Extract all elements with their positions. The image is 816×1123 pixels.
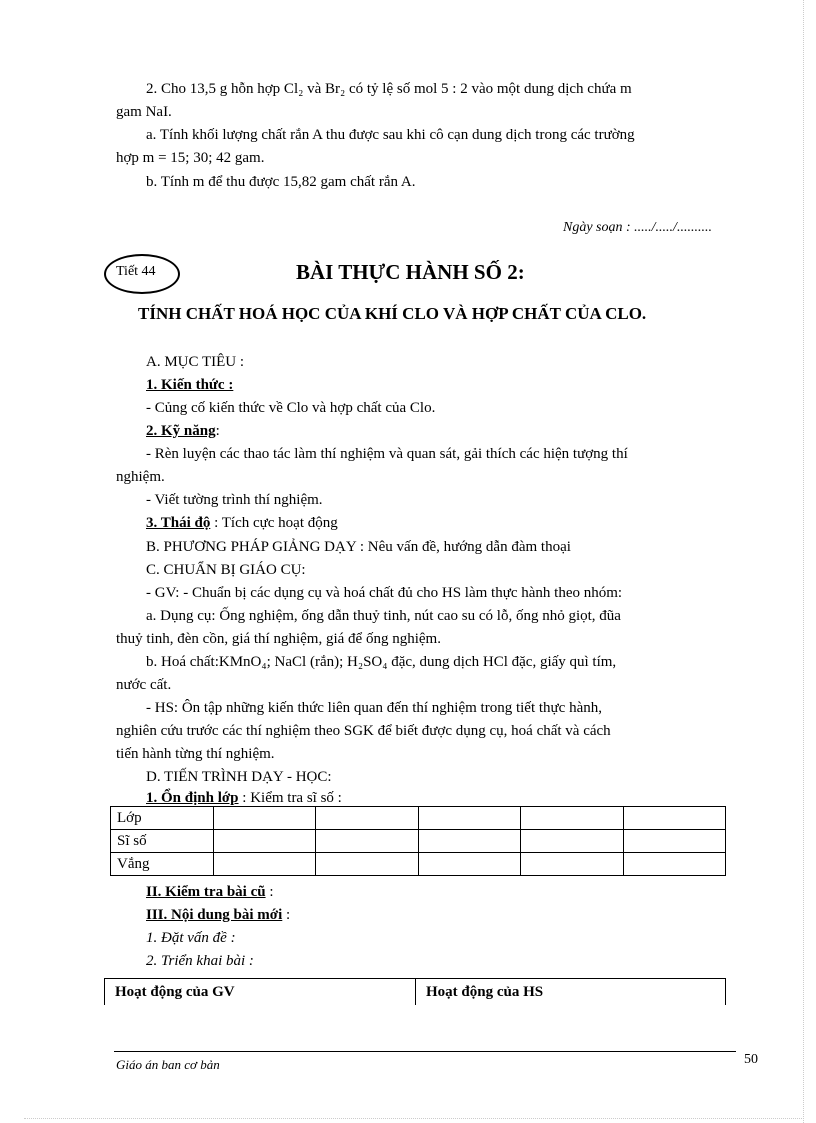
page-subtitle: TÍNH CHẤT HOÁ HỌC CỦA KHÍ CLO VÀ HỢP CHẤT CỦA CLO. — [138, 304, 647, 323]
problem2-a2: hợp m = 15; 30; 42 gam. — [116, 150, 265, 166]
muc-tieu-heading: A. MỤC TIÊU : — [146, 354, 245, 370]
noi-dung-label: III. Nội dung bài mới — [146, 907, 283, 923]
hd-gv-header: Hoạt động của GV — [105, 979, 416, 1006]
kiem-tra-bai-cu — [146, 882, 758, 902]
on-dinh-label: 1. Ổn định lớp — [146, 790, 239, 806]
trien-khai-bai: 2. Triển khai bài : — [146, 953, 254, 969]
problem2-line1: 2. Cho 13,5 g hỗn hợp Cl₂ và Br₂ có tỷ lệ số mol 5 : 2 vào một dung dịch chứa m — [146, 81, 632, 97]
table-row — [111, 830, 726, 853]
ky-nang-heading — [146, 421, 758, 441]
on-dinh-text: : Kiểm tra sĩ số : — [242, 790, 342, 806]
hoat-dong-table — [104, 978, 726, 1005]
kien-thuc-text: - Củng cố kiến thức về Clo và hợp chất của Clo. — [146, 400, 436, 416]
problem2-b: b. Tính m để thu được 15,82 gam chất rắn A. — [146, 174, 416, 190]
page-number: 50 — [744, 1052, 758, 1067]
ky-nang-2: - Viết tường trình thí nghiệm. — [146, 492, 323, 508]
footer-rule — [114, 1051, 736, 1052]
kien-thuc-label: 1. Kiến thức : — [146, 377, 234, 393]
hs-3: tiến hành từng thí nghiệm. — [116, 746, 275, 762]
kiem-tra-colon: : — [269, 884, 274, 900]
tien-trinh-heading: D. TIẾN TRÌNH DẠY - HỌC: — [146, 769, 332, 785]
hs-1: - HS: Ôn tập những kiến thức liên quan đến thí nghiệm trong tiết thực hành, — [146, 700, 602, 716]
table-row — [111, 853, 726, 876]
phuong-phap-text: Nêu vấn đề, hướng dẫn đàm thoại — [367, 539, 571, 555]
ngay-soan: Ngày soạn : ...../...../.......... — [563, 220, 712, 235]
on-dinh-lop — [146, 788, 758, 808]
thai-do-label: 3. Thái độ — [146, 515, 211, 531]
tiet-label: Tiết 44 — [116, 264, 156, 279]
hs-2: nghiên cứu trước các thí nghiệm theo SGK để biết được dụng cụ, hoá chất và cách — [116, 723, 611, 739]
table-row — [105, 979, 726, 1006]
chuan-bi-heading: C. CHUẨN BỊ GIÁO CỤ: — [146, 562, 306, 578]
ky-nang-colon: : — [215, 423, 220, 439]
phuong-phap — [146, 537, 758, 557]
ky-nang-1b: nghiệm. — [116, 469, 165, 485]
thai-do-text: : Tích cực hoạt động — [214, 515, 338, 531]
ky-nang-label: 2. Kỹ năng — [146, 423, 216, 439]
noi-dung-bai-moi — [146, 905, 758, 925]
row-label-lop: Lớp — [111, 807, 214, 830]
phuong-phap-label: B. PHƯƠNG PHÁP GIẢNG DẠY : — [146, 539, 365, 555]
hoa-chat-1: b. Hoá chất:KMnO₄; NaCl (rắn); H₂SO₄ đặc, dung dịch HCl đặc, giấy quì tím, — [146, 654, 617, 670]
chuan-bi-gv: - GV: - Chuẩn bị các dụng cụ và hoá chất đủ cho HS làm thực hành theo nhóm: — [146, 585, 623, 601]
dung-cu-1: a. Dụng cụ: Ống nghiệm, ống dẫn thuỷ tinh, nút cao su có lỗ, ống nhỏ giọt, đũa — [146, 608, 621, 624]
noi-dung-colon: : — [286, 907, 291, 923]
kiem-tra-label: II. Kiểm tra bài cũ — [146, 884, 266, 900]
row-label-vang: Vắng — [111, 853, 214, 876]
page-bottom-border — [24, 1118, 804, 1119]
hd-hs-header: Hoạt động của HS — [416, 979, 726, 1006]
si-so-table — [110, 806, 726, 876]
problem2-line2: gam NaI. — [116, 104, 172, 120]
thai-do — [146, 513, 758, 533]
footer-text: Giáo án ban cơ bản — [116, 1057, 220, 1072]
page-right-border — [803, 0, 804, 1123]
dung-cu-2: thuỷ tinh, đèn cồn, giá thí nghiệm, giá để ống nghiệm. — [116, 631, 441, 647]
table-row — [111, 807, 726, 830]
problem2-a1: a. Tính khối lượng chất rắn A thu được sau khi cô cạn dung dịch trong các trường — [146, 127, 635, 143]
page-title: BÀI THỰC HÀNH SỐ 2: — [296, 260, 525, 284]
row-label-si-so: Sĩ số — [111, 830, 214, 853]
ky-nang-1a: - Rèn luyện các thao tác làm thí nghiệm và quan sát, gải thích các hiện tượng thí — [146, 446, 628, 462]
dat-van-de: 1. Đặt vấn đề : — [146, 930, 236, 946]
hoa-chat-2: nước cất. — [116, 677, 172, 693]
